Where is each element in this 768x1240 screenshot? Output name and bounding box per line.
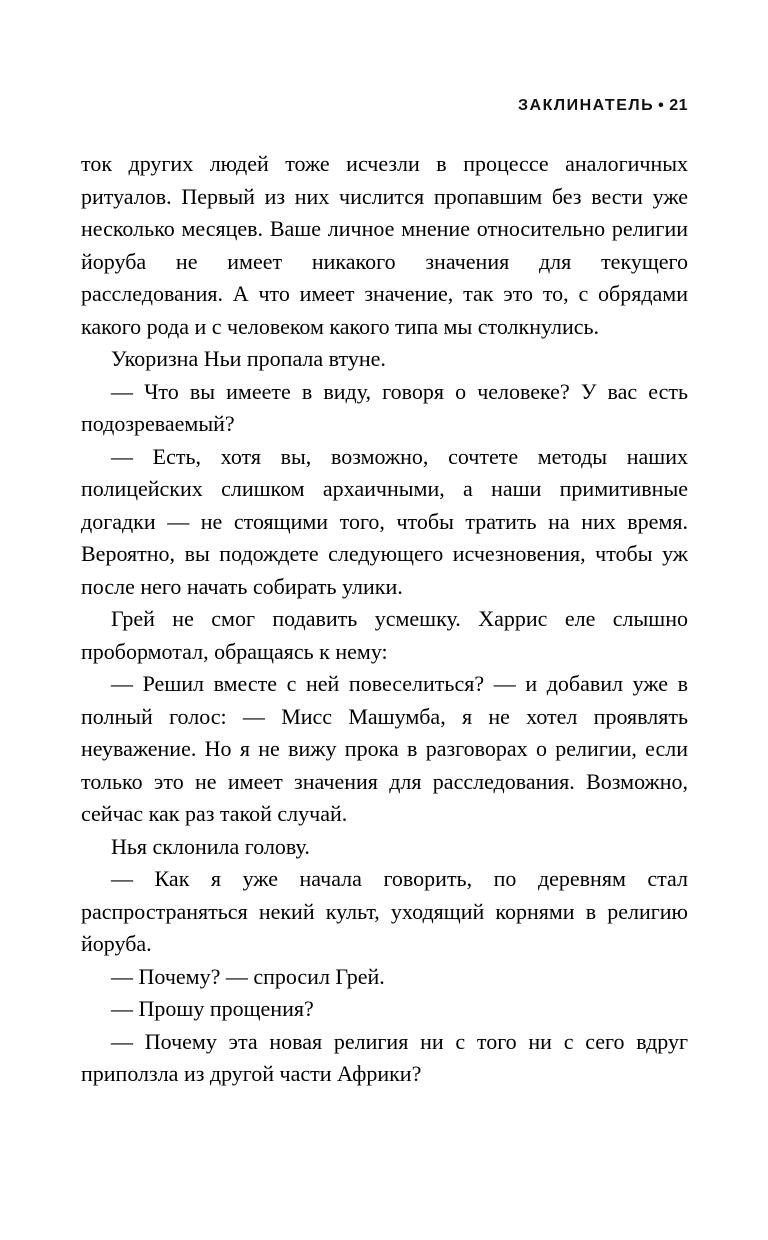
page-body — [81, 148, 688, 1091]
paragraph: Грей не смог подавить усмешку. Харрис еле слышно пробормотал, обращаясь к нему: — [81, 606, 688, 664]
paragraph: — Прошу прощения? — [111, 996, 314, 1021]
paragraph: — Есть, хотя вы, возможно, сочтете методы наших полицейских слишком архаичными, а наши примитивные догадки — не стоящими того, чтобы тратить на них время. Вероятно, вы подождете следующего исчезновения, чтобы уж после него начать собирать улики. — [81, 443, 688, 599]
paragraph: Укоризна Ньи пропала втуне. — [111, 346, 386, 371]
page-number: 21 — [669, 97, 688, 114]
running-head — [518, 97, 688, 115]
paragraph: — Что вы имеете в виду, говоря о человеке? У вас есть подозреваемый? — [81, 378, 688, 436]
paragraph: — Почему? — спросил Грей. — [111, 963, 385, 989]
paragraph: — Как я уже начала говорить, по деревням стал распространяться некий культ, уходящий корнями в религию йоруба. — [81, 866, 688, 956]
paragraph: — Почему эта новая религия ни с того ни с сего вдруг приползла из другой части Африки? — [81, 1028, 688, 1086]
paragraph: — Решил вместе с ней повеселиться? — и добавил уже в полный голос: — Мисс Машумба, я не хотел проявлять неуважение. Но я не вижу прока в разговорах о религии, если только это не имеет значения для расследования. Возможно, сейчас как раз такой случай. — [81, 671, 688, 826]
paragraph: Нья склонила голову. — [111, 833, 310, 859]
running-head-bullet: • — [658, 97, 666, 114]
running-head-title: ЗАКЛИНАТЕЛЬ — [518, 97, 655, 114]
paragraph: ток других людей тоже исчезли в процессе аналогичных ритуалов. Первый из них числится пропавшим без вести уже несколько месяцев. Ваше личное мнение относительно религии йоруба не имеет никакого значения для текущего расследования. А что имеет значение, так это то, с обрядами какого рода и с человеком какого типа мы столкнулись. — [81, 151, 688, 339]
